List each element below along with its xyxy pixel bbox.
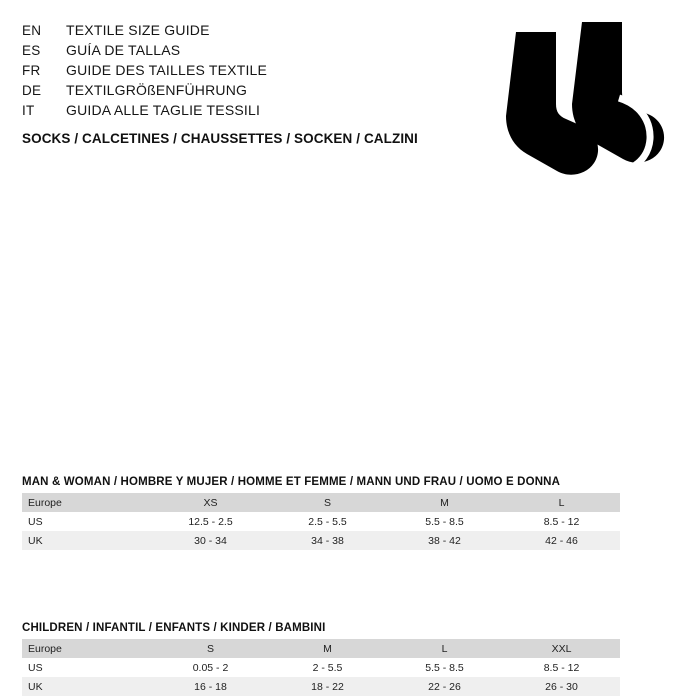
- table-adults: [22, 493, 620, 550]
- language-label: TEXTILE SIZE GUIDE: [66, 22, 210, 38]
- table-cell: 5.5 - 8.5: [386, 512, 503, 531]
- table-row: [22, 531, 620, 550]
- table-cell: 8.5 - 12: [503, 658, 620, 677]
- table-row: [22, 512, 620, 531]
- table-cell: M: [269, 639, 386, 658]
- language-row: [22, 60, 482, 80]
- table-children: [22, 639, 620, 696]
- table-cell: M: [386, 493, 503, 512]
- language-row: [22, 80, 482, 100]
- language-code: DE: [22, 83, 42, 98]
- language-row: [22, 40, 482, 60]
- language-code: IT: [22, 103, 35, 118]
- table-row: [22, 639, 620, 658]
- language-code: FR: [22, 63, 41, 78]
- table-row: [22, 677, 620, 696]
- language-row: [22, 100, 482, 120]
- table-title: CHILDREN / INFANTIL / ENFANTS / KINDER / BAMBINI: [22, 622, 326, 634]
- language-label: GUIDA ALLE TAGLIE TESSILI: [66, 102, 261, 118]
- language-label: GUIDE DES TAILLES TEXTILE: [66, 62, 268, 78]
- language-list: [22, 20, 482, 120]
- product-category-line: SOCKS / CALCETINES / CHAUSSETTES / SOCKEN / CALZINI: [22, 131, 418, 146]
- language-code: EN: [22, 23, 42, 38]
- language-row: [22, 20, 482, 40]
- table-cell: 12.5 - 2.5: [152, 512, 269, 531]
- table-cell: S: [269, 493, 386, 512]
- table-cell: 0.05 - 2: [152, 658, 269, 677]
- table-row: [22, 493, 620, 512]
- table-cell: L: [386, 639, 503, 658]
- socks-icon: [470, 20, 670, 210]
- table-cell: 18 - 22: [269, 677, 386, 696]
- size-table-children: [22, 622, 580, 696]
- table-cell: Europe: [22, 639, 152, 658]
- table-cell: 5.5 - 8.5: [386, 658, 503, 677]
- table-cell: UK: [22, 677, 152, 696]
- table-cell: 2 - 5.5: [269, 658, 386, 677]
- table-cell: S: [152, 639, 269, 658]
- table-cell: 16 - 18: [152, 677, 269, 696]
- table-cell: UK: [22, 531, 152, 550]
- table-cell: US: [22, 658, 152, 677]
- size-table-adults: [22, 476, 580, 550]
- table-cell: 38 - 42: [386, 531, 503, 550]
- table-cell: 2.5 - 5.5: [269, 512, 386, 531]
- table-cell: XS: [152, 493, 269, 512]
- table-cell: 34 - 38: [269, 531, 386, 550]
- table-cell: XXL: [503, 639, 620, 658]
- table-cell: 22 - 26: [386, 677, 503, 696]
- table-cell: 26 - 30: [503, 677, 620, 696]
- table-cell: L: [503, 493, 620, 512]
- table-row: [22, 658, 620, 677]
- table-cell: Europe: [22, 493, 152, 512]
- language-label: TEXTILGRÖßENFÜHRUNG: [66, 82, 248, 98]
- table-cell: 42 - 46: [503, 531, 620, 550]
- table-cell: 30 - 34: [152, 531, 269, 550]
- table-title: MAN & WOMAN / HOMBRE Y MUJER / HOMME ET FEMME / MANN UND FRAU / UOMO E DONNA: [22, 476, 561, 488]
- language-label: GUÍA DE TALLAS: [66, 42, 181, 58]
- table-cell: 8.5 - 12: [503, 512, 620, 531]
- table-cell: US: [22, 512, 152, 531]
- language-code: ES: [22, 43, 41, 58]
